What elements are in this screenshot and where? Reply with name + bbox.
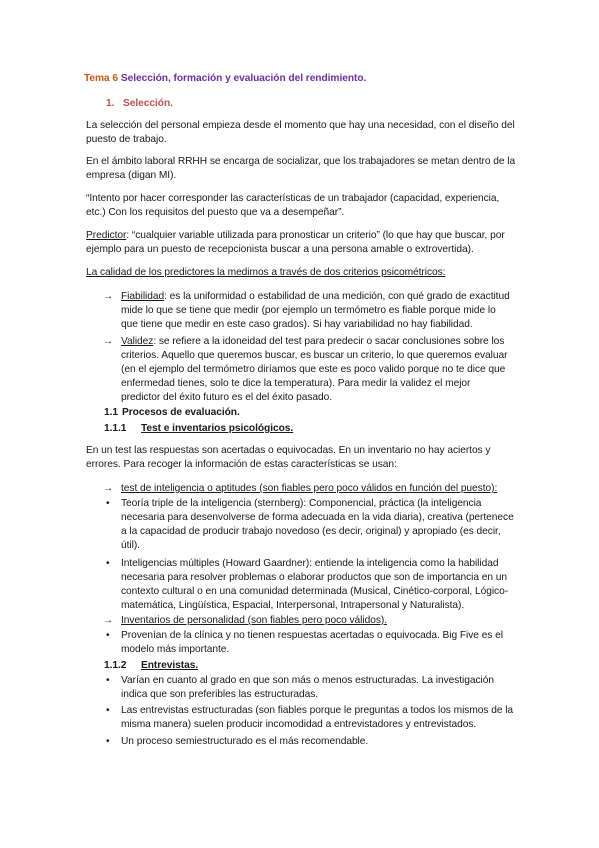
validez-line-3: (en el ejemplo del termómetro diríamos que este es poco valido porque no te dice que: [121, 364, 506, 375]
validez-line-1: [121, 335, 504, 348]
tema-title: Selección, formación y evaluación del rendimiento.: [118, 73, 367, 84]
bullet-icon: •: [106, 736, 110, 747]
varian-line-1: Varían en cuanto al grado en que son más o menos estructuradas. La investigación: [121, 675, 494, 686]
predictor-term: Predictor: [86, 230, 127, 241]
subsection-1-1-2-title: Entrevistas.: [141, 660, 199, 671]
bullet-icon: •: [106, 705, 110, 716]
para1-line-2: puesto de trabajo.: [86, 134, 167, 145]
subsection-1-1-1-number: 1.1.1: [104, 423, 127, 434]
fiabilidad-line-3: que tiene que medir en este caso grados). Si hay variabilidad no hay fiabilidad.: [121, 319, 473, 330]
predictor-line-2: ejemplo para un puesto de recepcionista buscar a una persona amable o extrovertida).: [86, 244, 474, 255]
subsection-1-1-title: Procesos de evaluación.: [122, 407, 240, 418]
bullet-icon: •: [106, 498, 110, 509]
sternberg-line-4: útil).: [121, 540, 140, 551]
tema-label: Tema 6: [84, 73, 119, 84]
gardner-line-3: contexto cultural o en una comunidad determinada (Musical, Cinético-corporal, Lógico-: [121, 586, 509, 597]
para2-line-1: En el ámbito laboral RRHH se encarga de socializar, que los trabajadores se metan dentro de la: [86, 156, 516, 167]
personalidad-heading: Inventarios de personalidad (son fiables pero poco válidos).: [121, 615, 387, 626]
gardner-line-2: necesaria para resolver problemas o elaborar productos que son de importancia en un: [121, 572, 508, 583]
clinica-line-2: modelo más importante.: [121, 644, 230, 655]
validez-definition: : se refiere a la idoneidad del test para predecir o sacar conclusiones sobre los: [153, 336, 505, 347]
para3-line-1: “Intento por hacer corresponder las características de un trabajador (capacidad, experiencia,: [86, 193, 500, 204]
section-1-title: Selección.: [123, 98, 173, 109]
validez-term: Validez: [121, 336, 154, 347]
estructuradas-line-1: Las entrevistas estructuradas (son fiables porque le preguntas a todos los mismos de la: [121, 705, 514, 716]
tests-para-line-2: errores. Para recoger la información de estas características se usan:: [86, 459, 397, 470]
fiabilidad-line-1: [121, 290, 510, 303]
predictor-definition: : “cualquier variable utilizada para pronosticar un criterio” (lo que hay que buscar, por: [126, 230, 505, 241]
calidad-heading: La calidad de los predictores la medimos a través de dos criterios psicométricos:: [86, 267, 446, 278]
arrow-icon: →: [103, 291, 114, 302]
subsection-1-1-number: 1.1: [104, 407, 119, 418]
bullet-icon: •: [106, 675, 110, 686]
para2-line-2: empresa (digan MI).: [86, 170, 177, 181]
validez-line-5: predictor del éxito futuro es el del éxito pasado.: [121, 392, 333, 403]
subsection-1-1-2-number: 1.1.2: [104, 660, 127, 671]
validez-line-2: criterios. Aquello que queremos buscar, es buscar un criterio, lo que queremos evaluar: [121, 350, 508, 361]
section-1-number: 1.: [106, 98, 115, 109]
clinica-line-1: Provenían de la clínica y no tienen respuestas acertadas o equivocada. Big Five es el: [121, 630, 503, 641]
fiabilidad-line-2: mide lo que se tiene que medir (por ejemplo un termómetro es fiable porque mide lo: [121, 305, 496, 316]
document-title: [84, 72, 366, 85]
fiabilidad-definition: : es la uniformidad o estabilidad de una medición, con qué grado de exactitud: [164, 291, 510, 302]
bullet-icon: •: [106, 558, 110, 569]
gardner-line-4: matemática, Lingüística, Espacial, Interpersonal, Intrapersonal y Naturalista).: [121, 600, 465, 611]
predictor-line-1: [86, 229, 505, 242]
arrow-icon: →: [103, 483, 114, 494]
arrow-icon: →: [103, 615, 114, 626]
validez-line-4: enfermedad tienes, solo te dice la temperatura). Para medir la validez el mejor: [121, 378, 471, 389]
sternberg-line-3: a la capacidad de producir trabajo novedoso (es decir, original) y apropiado (es decir,: [121, 526, 501, 537]
estructuradas-line-2: misma manera) suelen producir incomodidad a entrevistadores y entrevistados.: [121, 719, 477, 730]
varian-line-2: indica que son preferibles las estructuradas.: [121, 689, 319, 700]
bullet-icon: •: [106, 630, 110, 641]
inteligencia-tests-heading: test de inteligencia o aptitudes (son fiables pero poco válidos en función del puesto):: [121, 483, 498, 494]
para1-line-1: La selección del personal empieza desde el momento que hay una necesidad, con el diseño del: [86, 120, 515, 131]
para3-line-2: etc.) Con los requisitos del puesto que va a desempeñar”.: [86, 207, 345, 218]
subsection-1-1-1-title: Test e inventarios psicológicos.: [141, 423, 294, 434]
sternberg-line-1: Teoría triple de la inteligencia (sternberg): Componencial, práctica (la inteligencia: [121, 498, 482, 509]
semiestructurado-line-1: Un proceso semiestructurado es el más recomendable.: [121, 736, 369, 747]
fiabilidad-term: Fiabilidad: [121, 291, 165, 302]
sternberg-line-2: necesaria para desenvolverse de forma adecuada en la vida diaria), creativa (pertenece: [121, 512, 514, 523]
tests-para-line-1: En un test las respuestas son acertadas o equivocadas. En un inventario no hay aciertos y: [86, 445, 491, 456]
arrow-icon: →: [103, 336, 114, 347]
gardner-line-1: Inteligencias múltiples (Howard Gaardner): entiende la inteligencia como la habilidad: [121, 558, 499, 569]
